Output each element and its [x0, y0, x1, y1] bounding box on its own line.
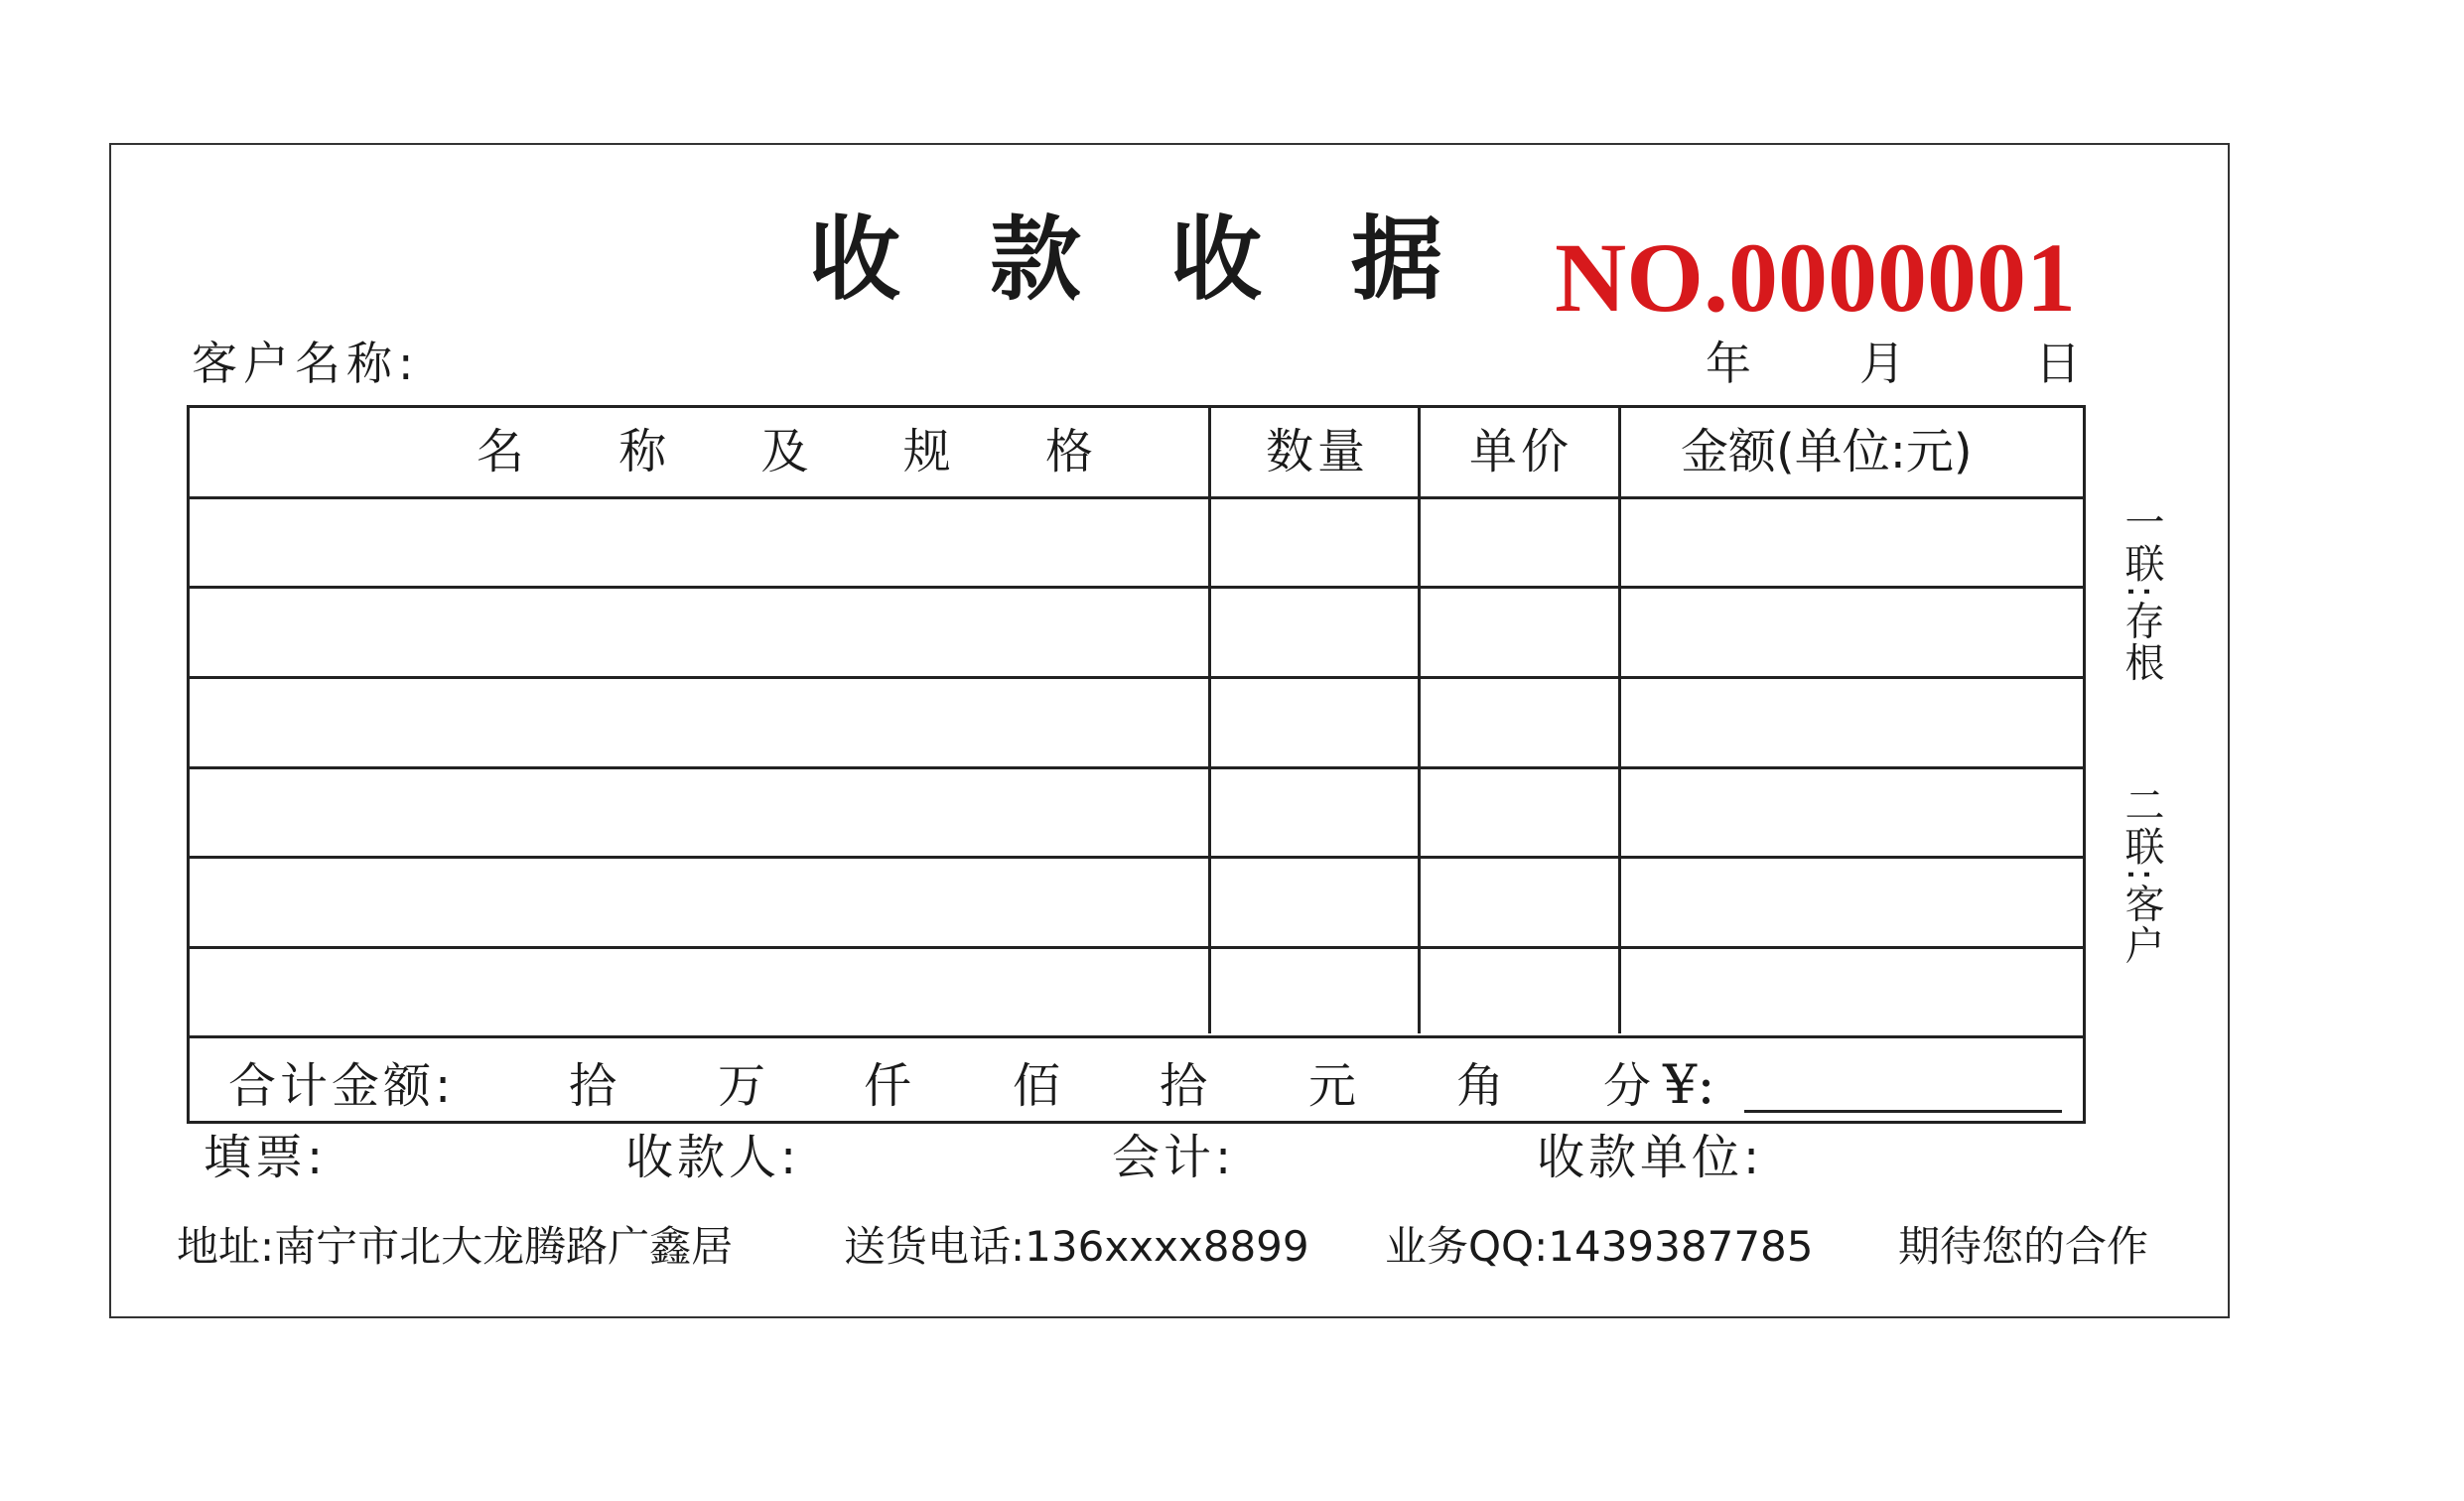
serial-number: NO.0000001 [1555, 222, 2076, 333]
unit-jiao: 角 [1456, 1058, 1505, 1114]
table-column-divider [1208, 405, 1211, 1033]
table-row-rule [187, 856, 2086, 859]
column-header-name-spec: 名 称 及 规 格 [477, 424, 1134, 479]
copy-note-stub: 一联:存根 [2119, 501, 2164, 684]
table-column-divider [1418, 405, 1421, 1033]
table-row-rule [187, 586, 2086, 589]
unit-qian: 仟 [864, 1058, 912, 1114]
date-year-label: 年 [1706, 337, 1751, 390]
payee-unit-label: 收款单位: [1537, 1130, 1764, 1185]
unit-shi-wan: 拾 [569, 1058, 617, 1114]
date-month-label: 月 [1859, 337, 1905, 390]
unit-bai: 佰 [1013, 1058, 1061, 1114]
currency-yen-label: ¥: [1663, 1053, 1715, 1116]
table-column-divider [1618, 405, 1621, 1033]
payee-label: 收款人: [625, 1130, 801, 1185]
table-row-rule [187, 946, 2086, 949]
column-header-amount: 金额(单位:元) [1681, 424, 1973, 479]
unit-yuan: 元 [1308, 1058, 1357, 1114]
column-header-quantity: 数量 [1266, 424, 1370, 479]
receipt-title: 收款收据 [809, 205, 1533, 313]
footer-qq: 业务QQ:1439387785 [1385, 1222, 1814, 1271]
unit-fen: 分 [1603, 1058, 1652, 1114]
footer-phone: 送货电话:136xxxx8899 [844, 1222, 1309, 1271]
unit-shi: 拾 [1160, 1058, 1208, 1114]
unit-wan: 万 [718, 1058, 766, 1114]
accountant-label: 会计: [1112, 1130, 1236, 1185]
filler-label: 填票: [204, 1130, 328, 1185]
table-row-rule [187, 676, 2086, 679]
date-day-label: 日 [2035, 337, 2081, 390]
customer-name-label: 客户名称: [192, 337, 420, 390]
column-header-unit-price: 单价 [1469, 424, 1574, 479]
footer-closing: 期待您的合作 [1898, 1222, 2149, 1271]
table-header-rule [187, 496, 2086, 499]
table-total-rule [187, 1035, 2086, 1038]
total-amount-label: 合计金额: [228, 1058, 456, 1114]
amount-blank-line [1744, 1110, 2062, 1113]
items-table [187, 405, 2086, 1124]
table-row-rule [187, 766, 2086, 769]
copy-note-customer: 二联:客户 [2119, 784, 2164, 967]
footer-address: 地址:南宁市北大龙腾路广鑫居 [177, 1222, 734, 1271]
